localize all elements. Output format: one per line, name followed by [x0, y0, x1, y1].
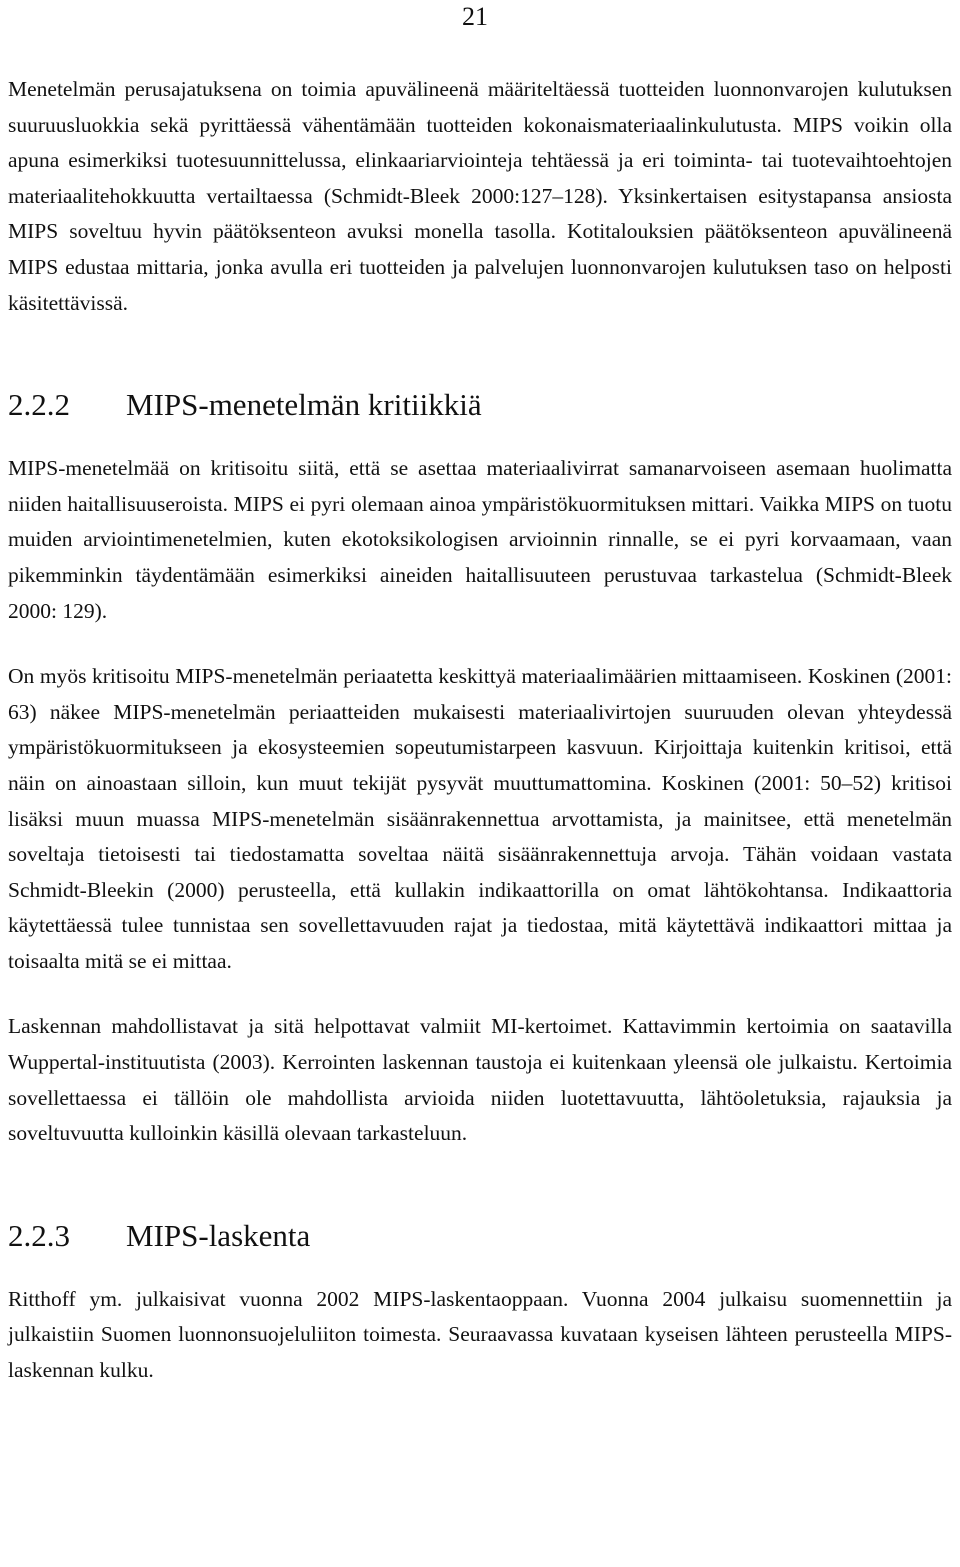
section-number: 2.2.3: [8, 1217, 70, 1253]
paragraph-mips-calculation: Ritthoff ym. julkaisivat vuonna 2002 MIPS-laskentaoppaan. Vuonna 2004 julkaisu suomennettiin ja julkaistiin Suomen luonnonsuojeluliiton toimesta. Seuraavassa kuvataan kyseisen lähteen perusteella MIPS-laskennan kulku.: [8, 1286, 952, 1383]
section-heading-2-2-3: [8, 1216, 952, 1256]
paragraph-mips-purpose: Menetelmän perusajatuksena on toimia apuvälineenä määriteltäessä tuotteiden luonnonvarojen kulutuksen suuruusluokkia sekä pyrittäessä vähentämään tuotteiden kokonaismateriaalinkulutusta. MIPS voikin olla apuna esimerkiksi tuotesuunnittelussa, elinkaariarviointeja tehtäessä ja eri toiminta- tai tuotevaihtoehtojen materiaalitehokkuutta vertailtaessa (Schmidt-Bleek 2000:127–128). Yksinkertaisen esitystapansa ansiosta MIPS soveltuu hyvin päätöksenteon avuksi monella tasolla. Kotitalouksien päätöksenteon apuvälineenä MIPS edustaa mittaria, jonka avulla eri tuotteiden ja palvelujen luonnonvarojen kulutuksen taso on helposti käsitettävissä.: [8, 77, 952, 315]
section-number: 2.2.2: [8, 387, 70, 423]
document-body: [8, 72, 952, 1389]
paragraph-mi-coefficients: Laskennan mahdollistavat ja sitä helpottavat valmiit MI-kertoimet. Kattavimmin kertoimia on saatavilla Wuppertal-instituutista (2003). Kerrointen laskennan taustoja ei kuitenkaan yleensä ole julkaistu. Kertoimia sovellettaessa ei tällöin ole mahdollista arvioida niiden luotettavuutta, lähtöoletuksia, rajauksia ja soveltuvuutta kulloinkin käsillä olevaan tarkasteluun.: [8, 1014, 952, 1146]
paragraph-criticism-koskinen: On myös kritisoitu MIPS-menetelmän periaatetta keskittyä materiaalimäärien mittaamiseen. Koskinen (2001: 63) näkee MIPS-menetelmän periaatteiden mukaisesti materiaalivirtojen suuruuden olevan yhteydessä ympäristökuormitukseen ja ekosysteemien sopeutumistarpeen kasvuun. Kirjoittaja kuitenkin kritisoi, että näin on ainoastaan silloin, kun muut tekijät pysyvät muuttumattomina. Koskinen (2001: 50–52) kritisoi lisäksi muun muassa MIPS-menetelmän sisäänrakennettua arvottamista, ja mainitsee, että menetelmän soveltaja tietoisesti tai tiedostamatta soveltaa näitä sisäänrakennettuja arvoja. Tähän voidaan vastata Schmidt-Bleekin (2000) perusteella, että kullakin indikaattorilla on omat lähtökohtansa. Indikaattoria käytettäessä tulee tunnistaa sen sovellettavuuden rajat ja tiedostaa, mitä käytettävä indikaattori mittaa ja toisaalta mitä se ei mittaa.: [8, 664, 952, 973]
section-title: MIPS-menetelmän kritiikkiä: [126, 387, 482, 423]
page-number: 21: [462, 2, 488, 31]
section-heading-2-2-2: [8, 385, 952, 425]
paragraph-mips-criticism: MIPS-menetelmää on kritisoitu siitä, että se asettaa materiaalivirrat samanarvoiseen asemaan huolimatta niiden haitallisuuseroista. MIPS ei pyri olemaan ainoa ympäristökuormituksen mittari. Vaikka MIPS on tuotu muiden arviointimenetelmien, kuten ekotoksikologisen arvioinnin rinnalle, se ei pyri korvaamaan, vaan pikemminkin täydentämään esimerkiksi aineiden haitallisuuteen perustuvaa tarkastelua (Schmidt-Bleek 2000: 129).: [8, 456, 952, 623]
section-title: MIPS-laskenta: [126, 1217, 311, 1253]
